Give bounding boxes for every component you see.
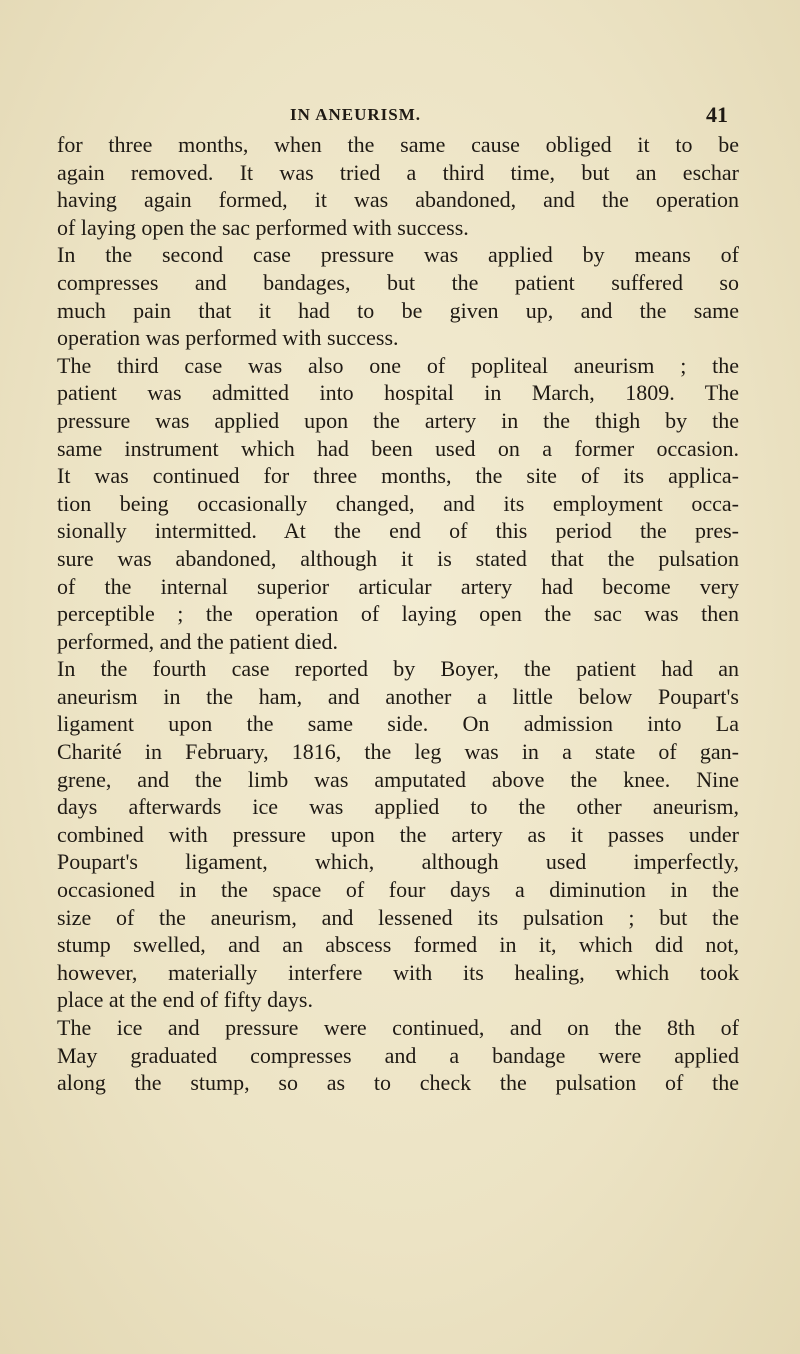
text-line: Poupart's ligament, which, although used imperfectly, xyxy=(57,849,739,875)
text-line: combined with pressure upon the artery as it passes under xyxy=(57,821,739,847)
text-line: pressure was applied upon the artery in the thigh by the xyxy=(57,407,739,433)
text-line: sionally intermitted. At the end of this period the pres- xyxy=(57,518,739,544)
body-text xyxy=(57,131,739,1097)
text-line: for three months, when the same cause obliged it to be xyxy=(57,132,739,157)
text-line: The third case was also one of popliteal aneurism ; the xyxy=(57,352,739,378)
text-line: again removed. It was tried a third time, but an eschar xyxy=(57,159,739,185)
text-line: In the second case pressure was applied by means of xyxy=(57,242,739,268)
page-header xyxy=(0,100,800,130)
text-line: patient was admitted into hospital in March, 1809. The xyxy=(57,380,739,406)
text-line: compresses and bandages, but the patient suffered so xyxy=(57,269,739,295)
page-number: 41 xyxy=(706,102,728,127)
text-line: aneurism in the ham, and another a little below Poupart's xyxy=(57,683,739,709)
text-line: size of the aneurism, and lessened its pulsation ; but the xyxy=(57,904,739,930)
text-line: It was continued for three months, the site of its applica- xyxy=(57,463,739,489)
text-line: stump swelled, and an abscess formed in it, which did not, xyxy=(57,932,739,958)
text-line: same instrument which had been used on a former occasion. xyxy=(57,435,739,461)
text-line: of laying open the sac performed with success. xyxy=(57,214,469,240)
text-line: however, materially interfere with its healing, which took xyxy=(57,959,739,985)
text-line: perceptible ; the operation of laying open the sac was then xyxy=(57,601,739,627)
text-line: place at the end of fifty days. xyxy=(57,987,313,1013)
text-line: of the internal superior articular artery had become very xyxy=(57,573,739,599)
text-line: much pain that it had to be given up, and the same xyxy=(57,297,739,323)
text-line: sure was abandoned, although it is stated that the pulsation xyxy=(57,545,739,571)
text-line: grene, and the limb was amputated above the knee. Nine xyxy=(57,766,739,792)
text-line: The ice and pressure were continued, and on the 8th of xyxy=(57,1015,739,1040)
text-line: having again formed, it was abandoned, and the operation xyxy=(57,187,739,213)
text-line: In the fourth case reported by Boyer, the patient had an xyxy=(57,656,739,682)
text-line: ligament upon the same side. On admission into La xyxy=(57,711,739,737)
text-line: tion being occasionally changed, and its employment occa- xyxy=(57,490,739,516)
text-line: Charité in February, 1816, the leg was in a state of gan- xyxy=(57,739,739,765)
text-line: operation was performed with success. xyxy=(57,325,399,351)
text-line: occasioned in the space of four days a diminution in the xyxy=(57,877,739,903)
text-line: May graduated compresses and a bandage were applied xyxy=(57,1042,739,1068)
text-line: along the stump, so as to check the pulsation of the xyxy=(57,1070,739,1096)
text-line: days afterwards ice was applied to the other aneurism, xyxy=(57,794,739,820)
running-head: IN ANEURISM. xyxy=(290,105,422,124)
text-line: performed, and the patient died. xyxy=(57,628,339,654)
